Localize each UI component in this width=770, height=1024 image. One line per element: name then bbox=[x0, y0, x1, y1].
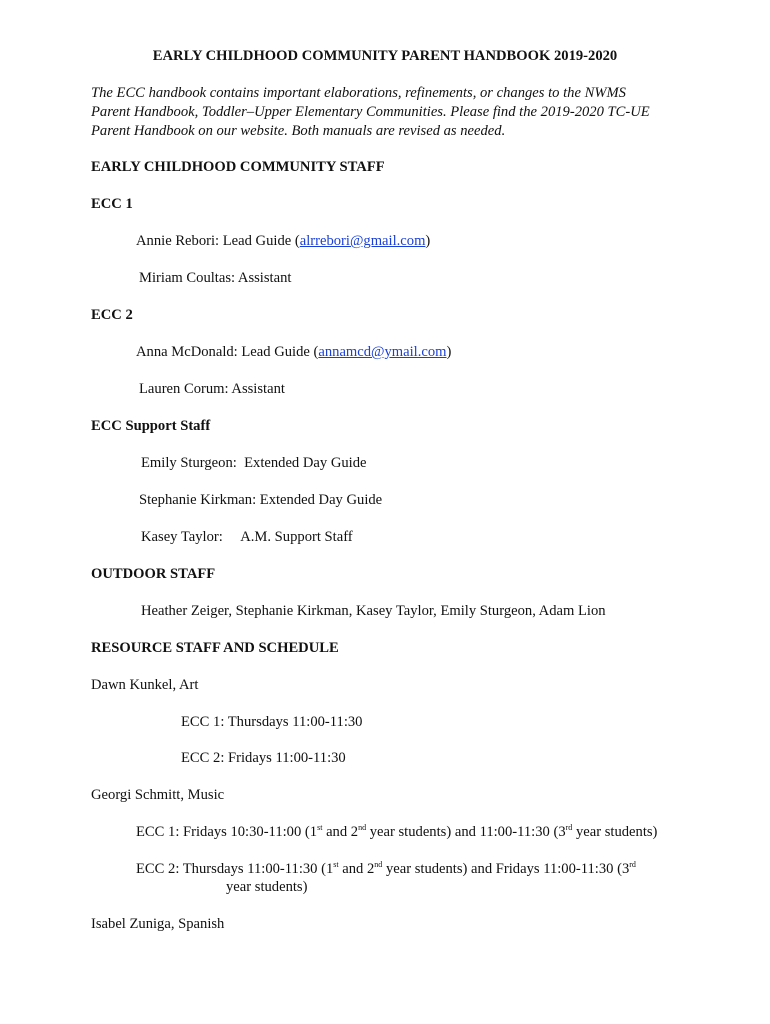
intro-line: Parent Handbook, Toddler–Upper Elementary Communities. Please find the 2019-2020 TC-UE bbox=[91, 104, 650, 120]
art-teacher: Dawn Kunkel, Art bbox=[91, 677, 199, 693]
ecc2-assistant: Lauren Corum: Assistant bbox=[139, 381, 285, 397]
music-ecc1-schedule bbox=[136, 823, 657, 841]
schedule-text: year students) and 11:00-11:30 (3 bbox=[366, 824, 566, 840]
outdoor-staff-names: Heather Zeiger, Stephanie Kirkman, Kasey Taylor, Emily Sturgeon, Adam Lion bbox=[141, 603, 606, 619]
page-title: EARLY CHILDHOOD COMMUNITY PARENT HANDBOOK 2019-2020 bbox=[152, 48, 618, 64]
schedule-text: ECC 2: Thursdays 11:00-11:30 (1 bbox=[136, 861, 334, 877]
ordinal-suffix: rd bbox=[565, 823, 573, 833]
ordinal-suffix: nd bbox=[374, 860, 383, 870]
ordinal-suffix: nd bbox=[358, 823, 367, 833]
ecc1-assistant: Miriam Coultas: Assistant bbox=[139, 270, 292, 286]
ordinal-suffix: rd bbox=[629, 860, 636, 870]
ecc2-lead-close: ) bbox=[446, 344, 452, 360]
support-heading: ECC Support Staff bbox=[91, 418, 211, 434]
intro-line: Parent Handbook on our website. Both manuals are revised as needed. bbox=[91, 123, 506, 139]
schedule-text: year students) bbox=[226, 879, 308, 895]
spanish-teacher: Isabel Zuniga, Spanish bbox=[91, 916, 225, 932]
schedule-text: and 2 bbox=[338, 861, 375, 877]
ecc1-lead-close: ) bbox=[425, 233, 431, 249]
ordinal-suffix: st bbox=[333, 860, 339, 870]
support-staff-item: Emily Sturgeon: Extended Day Guide bbox=[141, 455, 367, 471]
music-teacher: Georgi Schmitt, Music bbox=[91, 787, 225, 803]
art-ecc1-schedule: ECC 1: Thursdays 11:00-11:30 bbox=[181, 714, 363, 730]
schedule-text: year students) and Fridays 11:00-11:30 (3 bbox=[382, 861, 630, 877]
ecc1-lead-email-link[interactable]: alrrebori@gmail.com bbox=[299, 233, 426, 249]
outdoor-heading: OUTDOOR STAFF bbox=[91, 566, 216, 582]
ecc2-lead-guide bbox=[136, 343, 451, 361]
schedule-text: and 2 bbox=[322, 824, 359, 840]
ecc1-lead-guide bbox=[136, 232, 430, 250]
intro-paragraph bbox=[91, 84, 691, 141]
schedule-text: year students) bbox=[572, 824, 658, 840]
staff-heading: EARLY CHILDHOOD COMMUNITY STAFF bbox=[91, 159, 385, 175]
support-staff-item: Kasey Taylor: A.M. Support Staff bbox=[141, 529, 353, 545]
ecc2-heading: ECC 2 bbox=[91, 307, 133, 323]
schedule-text: ECC 1: Fridays 10:30-11:00 (1 bbox=[136, 824, 318, 840]
music-ecc2-schedule bbox=[136, 860, 696, 896]
ecc1-lead-text: Annie Rebori: Lead Guide ( bbox=[136, 233, 300, 249]
ordinal-suffix: st bbox=[317, 823, 323, 833]
ecc2-lead-text: Anna McDonald: Lead Guide ( bbox=[136, 344, 319, 360]
ecc2-lead-email-link[interactable]: annamcd@ymail.com bbox=[318, 344, 447, 360]
resource-heading: RESOURCE STAFF AND SCHEDULE bbox=[91, 640, 339, 656]
art-ecc2-schedule: ECC 2: Fridays 11:00-11:30 bbox=[181, 750, 346, 766]
support-staff-item: Stephanie Kirkman: Extended Day Guide bbox=[139, 492, 383, 508]
ecc1-heading: ECC 1 bbox=[91, 196, 133, 212]
intro-line: The ECC handbook contains important elaborations, refinements, or changes to the NWMS bbox=[91, 85, 626, 101]
